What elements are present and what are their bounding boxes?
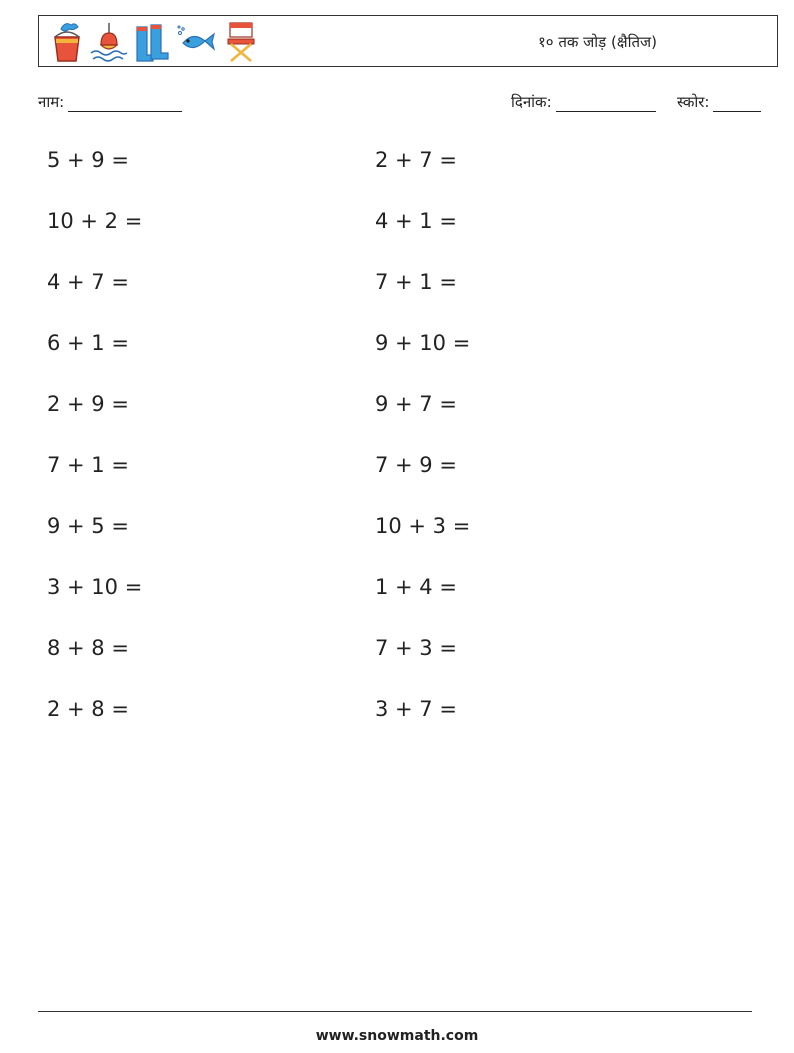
problem-left-7: 9 + 5 = [47,514,129,538]
problem-left-8: 3 + 10 = [47,575,143,599]
problem-left-1: 5 + 9 = [47,148,129,172]
footer-url[interactable]: www.snowmath.com [315,1028,479,1044]
problem-left-5: 2 + 9 = [47,392,129,416]
problem-left-10: 2 + 8 = [47,697,129,721]
date-label: दिनांक: [511,93,552,111]
worksheet-title: १० तक जोड़ (क्षैतिज) [537,33,657,51]
footer-divider [38,1011,752,1012]
score-label: स्कोर: [677,93,710,111]
bucket-icon [47,19,87,65]
score-field[interactable] [677,92,761,112]
name-label: नाम: [38,93,65,111]
problem-right-9: 7 + 3 = [375,636,457,660]
worksheet-header [38,15,778,67]
problem-right-7: 10 + 3 = [375,514,471,538]
fishing-float-icon [89,19,129,65]
score-blank[interactable] [713,95,761,112]
problem-right-6: 7 + 9 = [375,453,457,477]
name-blank[interactable] [68,95,182,112]
problem-right-1: 2 + 7 = [375,148,457,172]
name-field[interactable] [38,92,182,112]
problem-right-3: 7 + 1 = [375,270,457,294]
problem-right-2: 4 + 1 = [375,209,457,233]
fish-icon [175,19,215,65]
date-field[interactable] [511,92,656,112]
problem-left-9: 8 + 8 = [47,636,129,660]
problem-right-5: 9 + 7 = [375,392,457,416]
problem-right-8: 1 + 4 = [375,575,457,599]
problem-left-4: 6 + 1 = [47,331,129,355]
problem-left-3: 4 + 7 = [47,270,129,294]
problem-left-6: 7 + 1 = [47,453,129,477]
problem-left-2: 10 + 2 = [47,209,143,233]
problem-right-10: 3 + 7 = [375,697,457,721]
problem-right-4: 9 + 10 = [375,331,471,355]
boots-icon [131,19,171,65]
date-blank[interactable] [556,95,656,112]
camp-chair-icon [221,19,261,65]
